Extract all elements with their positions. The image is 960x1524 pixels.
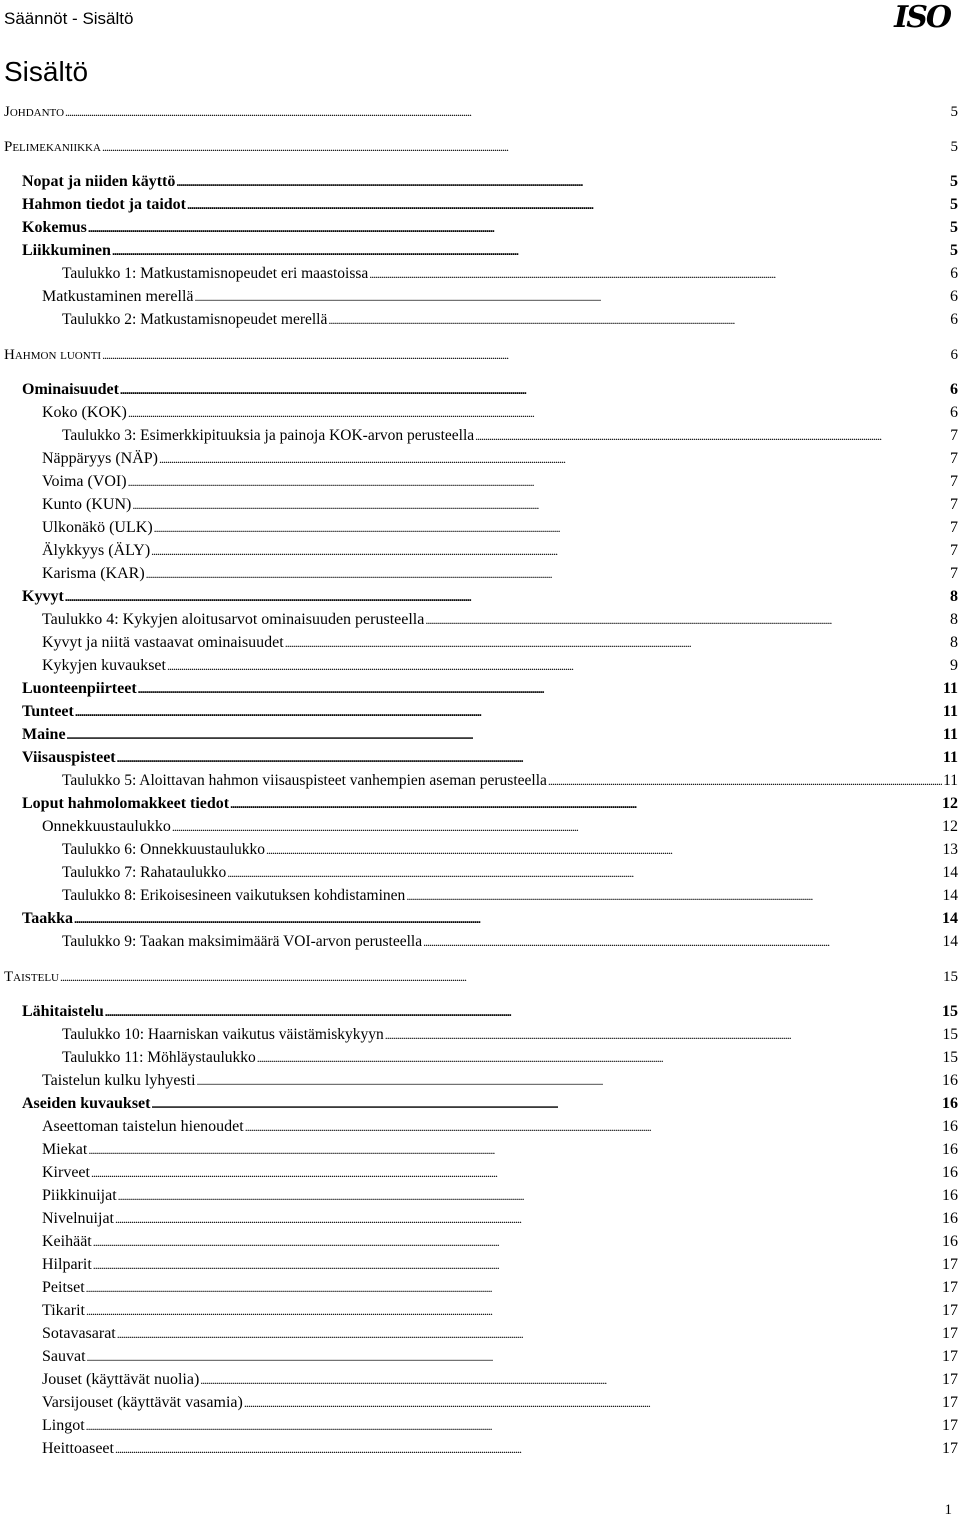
toc-entry-page: 7 [950, 519, 958, 536]
toc-entry-title: Matkustaminen merellä [42, 288, 194, 305]
dot-leader [115, 1438, 941, 1460]
iso-logo: ISO [894, 0, 950, 35]
toc-entry[interactable] [0, 1231, 960, 1253]
dot-leader [548, 770, 942, 792]
toc-entry-page: 17 [942, 1279, 958, 1296]
dot-leader [230, 793, 941, 815]
toc-entry-title: Aseiden kuvaukset [22, 1095, 151, 1112]
toc-entry-page: 16 [942, 1164, 958, 1181]
toc-entry[interactable] [0, 816, 960, 838]
toc-entry[interactable] [0, 540, 960, 562]
toc-entry[interactable] [0, 793, 960, 815]
toc-entry-title: Näppäryys (NÄP) [42, 450, 158, 467]
dot-leader [257, 1047, 942, 1069]
toc-entry-title: Lingot [42, 1417, 85, 1434]
toc-entry-page: 13 [942, 841, 958, 858]
toc-entry-page: 8 [950, 634, 958, 651]
toc-entry-title: Taulukko 10: Haarniskan vaikutus väistämiskykyyn [62, 1026, 384, 1043]
toc-entry[interactable] [0, 471, 960, 493]
dot-leader [146, 563, 949, 585]
toc-entry-page: 15 [942, 1049, 958, 1066]
toc-entry-title: Hahmon luonti [4, 347, 102, 363]
toc-entry[interactable] [0, 263, 960, 285]
toc-entry-page: 7 [950, 450, 958, 467]
toc-entry-page: 14 [942, 864, 958, 881]
toc-entry-page: 17 [942, 1417, 958, 1434]
toc-entry-title: Taulukko 11: Möhläystaulukko [62, 1049, 256, 1066]
toc-entry[interactable] [0, 908, 960, 930]
dot-leader [328, 309, 949, 331]
dot-leader [93, 1231, 941, 1253]
dot-leader [195, 286, 949, 308]
toc-entry-title: Maine [22, 726, 66, 743]
toc-entry[interactable] [0, 724, 960, 746]
toc-entry[interactable] [0, 1392, 960, 1414]
toc-entry-page: 15 [942, 1003, 958, 1020]
dot-leader [151, 540, 949, 562]
toc-entry[interactable] [0, 379, 960, 401]
dot-leader [154, 517, 949, 539]
toc-entry-page: 16 [942, 1095, 958, 1112]
dot-leader [87, 1346, 941, 1368]
dot-leader [86, 1415, 941, 1437]
toc-entry[interactable] [0, 425, 960, 447]
dot-leader [172, 816, 941, 838]
toc-entry-page: 6 [950, 265, 958, 282]
toc-entry-title: Lähitaistelu [22, 1003, 104, 1020]
toc-entry[interactable] [0, 494, 960, 516]
dot-leader [74, 908, 941, 930]
toc-entry-page: 5 [950, 139, 958, 155]
toc-entry[interactable] [0, 966, 960, 988]
toc-entry-page: 5 [950, 196, 958, 213]
toc-entry-title: Ulkonäkö (ULK) [42, 519, 153, 536]
toc-entry-title: Taakka [22, 910, 73, 927]
toc-entry[interactable] [0, 839, 960, 861]
dot-leader [67, 724, 942, 746]
toc-entry[interactable] [0, 632, 960, 654]
toc-entry-title: Johdanto [4, 104, 65, 120]
dot-leader [200, 1369, 941, 1391]
toc-entry-title: Miekat [42, 1141, 88, 1158]
toc-entry-page: 17 [942, 1440, 958, 1457]
dot-leader [369, 263, 949, 285]
toc-entry[interactable] [0, 931, 960, 953]
dot-leader [167, 655, 949, 677]
toc-entry-page: 16 [942, 1118, 958, 1135]
dot-leader [151, 1093, 941, 1115]
toc-entry[interactable] [0, 1415, 960, 1437]
toc-entry[interactable] [0, 309, 960, 331]
dot-leader [75, 701, 942, 723]
toc-entry[interactable] [0, 563, 960, 585]
dot-leader [86, 1277, 941, 1299]
toc-entry-page: 17 [942, 1256, 958, 1273]
toc-entry-title: Tunteet [22, 703, 74, 720]
toc-entry-title: Hilparit [42, 1256, 92, 1273]
toc-entry-page: 6 [950, 404, 958, 421]
toc-entry-page: 5 [950, 219, 958, 236]
toc-entry-page: 7 [950, 427, 958, 444]
page-title: Sisältö [4, 56, 89, 87]
toc-entry-title: Kykyjen kuvaukset [42, 657, 166, 674]
toc-entry-title: Sotavasarat [42, 1325, 116, 1342]
toc-entry-title: Keihäät [42, 1233, 92, 1250]
toc-entry[interactable] [0, 1208, 960, 1230]
dot-leader [93, 1254, 941, 1276]
toc-entry-page: 11 [942, 703, 958, 720]
toc-entry[interactable] [0, 286, 960, 308]
dot-leader [138, 678, 942, 700]
toc-entry-page: 6 [950, 381, 958, 398]
toc-entry-page: 7 [950, 496, 958, 513]
toc-entry-title: Liikkuminen [22, 242, 111, 259]
dot-leader [65, 101, 949, 123]
toc-entry-title: Varsijouset (käyttävät vasamia) [42, 1394, 243, 1411]
dot-leader [105, 1001, 941, 1023]
dot-leader [285, 632, 949, 654]
toc-entry-title: Karisma (KAR) [42, 565, 145, 582]
toc-entry-page: 17 [942, 1325, 958, 1342]
toc-entry-title: Jouset (käyttävät nuolia) [42, 1371, 200, 1388]
toc-entry[interactable] [0, 862, 960, 884]
toc-entry-title: Aseettoman taistelun hienoudet [42, 1118, 244, 1135]
toc-entry-page: 17 [942, 1348, 958, 1365]
toc-entry-page: 17 [942, 1371, 958, 1388]
toc-entry-page: 14 [942, 910, 958, 927]
toc-entry[interactable] [0, 1070, 960, 1092]
dot-leader [117, 1323, 941, 1345]
toc-entry-page: 6 [950, 347, 958, 363]
toc-entry[interactable] [0, 1139, 960, 1161]
toc-entry-page: 9 [950, 657, 958, 674]
toc-entry[interactable] [0, 885, 960, 907]
dot-leader [385, 1024, 942, 1046]
toc-entry-page: 16 [942, 1141, 958, 1158]
toc-entry-page: 16 [942, 1233, 958, 1250]
dot-leader [159, 448, 949, 470]
toc-entry-page: 17 [942, 1302, 958, 1319]
toc-entry-page: 5 [950, 173, 958, 190]
toc-entry-page: 12 [942, 795, 958, 812]
toc-entry-page: 15 [943, 969, 958, 985]
toc-entry-page: 8 [950, 588, 958, 605]
toc-entry-title: Taulukko 8: Erikoisesineen vaikutuksen kohdistaminen [62, 887, 406, 904]
document-title: Säännöt - Sisältö [4, 9, 134, 28]
dot-leader [128, 402, 949, 424]
toc-entry[interactable] [0, 240, 960, 262]
toc-entry[interactable] [0, 101, 960, 123]
dot-leader [176, 171, 949, 193]
toc-entry-page: 12 [942, 818, 958, 835]
toc-entry-page: 15 [942, 1026, 958, 1043]
toc-entry-title: Nivelnuijat [42, 1210, 114, 1227]
toc-entry[interactable] [0, 344, 960, 366]
toc-entry[interactable] [0, 701, 960, 723]
toc-entry-title: Taulukko 1: Matkustamisnopeudet eri maastoissa [62, 265, 369, 282]
toc-entry[interactable] [0, 136, 960, 158]
toc-entry-page: 7 [950, 542, 958, 559]
dot-leader [245, 1116, 941, 1138]
dot-leader [227, 862, 941, 884]
toc-entry[interactable] [0, 586, 960, 608]
toc-entry[interactable] [0, 517, 960, 539]
toc-entry-title: Piikkinuijat [42, 1187, 117, 1204]
toc-entry-title: Kyvyt [22, 588, 64, 605]
toc-entry-title: Pelimekaniikka [4, 139, 101, 155]
toc-entry[interactable] [0, 448, 960, 470]
toc-entry[interactable] [0, 655, 960, 677]
toc-entry[interactable] [0, 1346, 960, 1368]
dot-leader [266, 839, 942, 861]
toc-entry[interactable] [0, 171, 960, 193]
dot-leader [197, 1070, 941, 1092]
dot-leader [128, 471, 949, 493]
toc-entry[interactable] [0, 1438, 960, 1460]
dot-leader [132, 494, 949, 516]
toc-entry-title: Kunto (KUN) [42, 496, 132, 513]
toc-entry-title: Taistelu [4, 969, 59, 985]
toc-entry-page: 16 [942, 1210, 958, 1227]
page-number: 1 [944, 1502, 952, 1518]
toc-entry-title: Taulukko 9: Taakan maksimimäärä VOI-arvon perusteella [62, 933, 423, 950]
dot-leader [117, 747, 942, 769]
dot-leader [187, 194, 949, 216]
toc-entry-title: Loput hahmolomakkeet tiedot [22, 795, 230, 812]
toc-entry-title: Peitset [42, 1279, 85, 1296]
toc-entry-title: Luonteenpiirteet [22, 680, 137, 697]
dot-leader [91, 1162, 941, 1184]
toc-entry-page: 11 [943, 772, 958, 789]
toc-entry[interactable] [0, 609, 960, 631]
toc-entry[interactable] [0, 402, 960, 424]
dot-leader [112, 240, 949, 262]
toc-entry-title: Taulukko 3: Esimerkkipituuksia ja painoja KOK-arvon perusteella [62, 427, 475, 444]
toc-entry[interactable] [0, 1323, 960, 1345]
toc-entry-page: 8 [950, 611, 958, 628]
dot-leader [423, 931, 941, 953]
toc-entry-title: Sauvat [42, 1348, 86, 1365]
toc-entry-title: Tikarit [42, 1302, 85, 1319]
toc-entry[interactable] [0, 678, 960, 700]
toc-entry-page: 16 [942, 1072, 958, 1089]
toc-entry[interactable] [0, 747, 960, 769]
toc-entry-title: Ominaisuudet [22, 381, 119, 398]
dot-leader [86, 1300, 941, 1322]
toc-entry-title: Nopat ja niiden käyttö [22, 173, 176, 190]
toc-entry-title: Taulukko 7: Rahataulukko [62, 864, 227, 881]
toc-entry-page: 16 [942, 1187, 958, 1204]
toc-entry-page: 5 [950, 242, 958, 259]
toc-entry-page: 14 [942, 887, 958, 904]
toc-entry-title: Voima (VOI) [42, 473, 127, 490]
toc-entry[interactable] [0, 1047, 960, 1069]
toc-entry-page: 6 [950, 311, 958, 328]
toc-entry-title: Kirveet [42, 1164, 90, 1181]
toc-entry-title: Heittoaseet [42, 1440, 114, 1457]
toc-entry-title: Kokemus [22, 219, 87, 236]
toc-entry-title: Viisauspisteet [22, 749, 116, 766]
toc-entry-page: 17 [942, 1394, 958, 1411]
toc-entry[interactable] [0, 1254, 960, 1276]
toc-entry[interactable] [0, 1162, 960, 1184]
dot-leader [65, 586, 949, 608]
toc-entry-page: 7 [950, 473, 958, 490]
toc-entry[interactable] [0, 194, 960, 216]
toc-entry-title: Koko (KOK) [42, 404, 127, 421]
toc-entry-page: 6 [950, 288, 958, 305]
dot-leader [88, 1139, 941, 1161]
toc-entry-page: 11 [942, 726, 958, 743]
toc-entry-title: Taulukko 6: Onnekkuustaulukko [62, 841, 265, 858]
toc-entry-title: Taulukko 4: Kykyjen aloitusarvot ominaisuuden perusteella [42, 611, 425, 628]
toc-entry[interactable] [0, 1277, 960, 1299]
toc-entry[interactable] [0, 1001, 960, 1023]
dot-leader [118, 1185, 941, 1207]
dot-leader [115, 1208, 941, 1230]
toc-entry-title: Taulukko 2: Matkustamisnopeudet merellä [62, 311, 328, 328]
toc-entry[interactable] [0, 1024, 960, 1046]
dot-leader [102, 136, 950, 158]
toc-entry-page: 5 [950, 104, 958, 120]
dot-leader [102, 344, 949, 366]
dot-leader [60, 966, 942, 988]
toc-entry[interactable] [0, 770, 960, 792]
toc-entry-title: Kyvyt ja niitä vastaavat ominaisuudet [42, 634, 284, 651]
dot-leader [88, 217, 949, 239]
toc-entry[interactable] [0, 1300, 960, 1322]
toc-entry-page: 11 [942, 749, 958, 766]
toc-entry-title: Taulukko 5: Aloittavan hahmon viisauspisteet vanhempien aseman perusteella [62, 772, 547, 789]
toc-entry-title: Onnekkuustaulukko [42, 818, 171, 835]
toc-entry[interactable] [0, 1185, 960, 1207]
toc-entry-title: Älykkyys (ÄLY) [42, 542, 151, 559]
dot-leader [406, 885, 941, 907]
toc-entry-title: Hahmon tiedot ja taidot [22, 196, 186, 213]
toc-entry[interactable] [0, 1093, 960, 1115]
toc-entry[interactable] [0, 1369, 960, 1391]
dot-leader [120, 379, 949, 401]
toc-entry-title: Taistelun kulku lyhyesti [42, 1072, 196, 1089]
toc-entry-page: 7 [950, 565, 958, 582]
dot-leader [425, 609, 949, 631]
toc-entry-page: 11 [942, 680, 958, 697]
dot-leader [475, 425, 949, 447]
toc-entry[interactable] [0, 1116, 960, 1138]
toc-entry[interactable] [0, 217, 960, 239]
dot-leader [244, 1392, 941, 1414]
toc-entry-page: 14 [942, 933, 958, 950]
